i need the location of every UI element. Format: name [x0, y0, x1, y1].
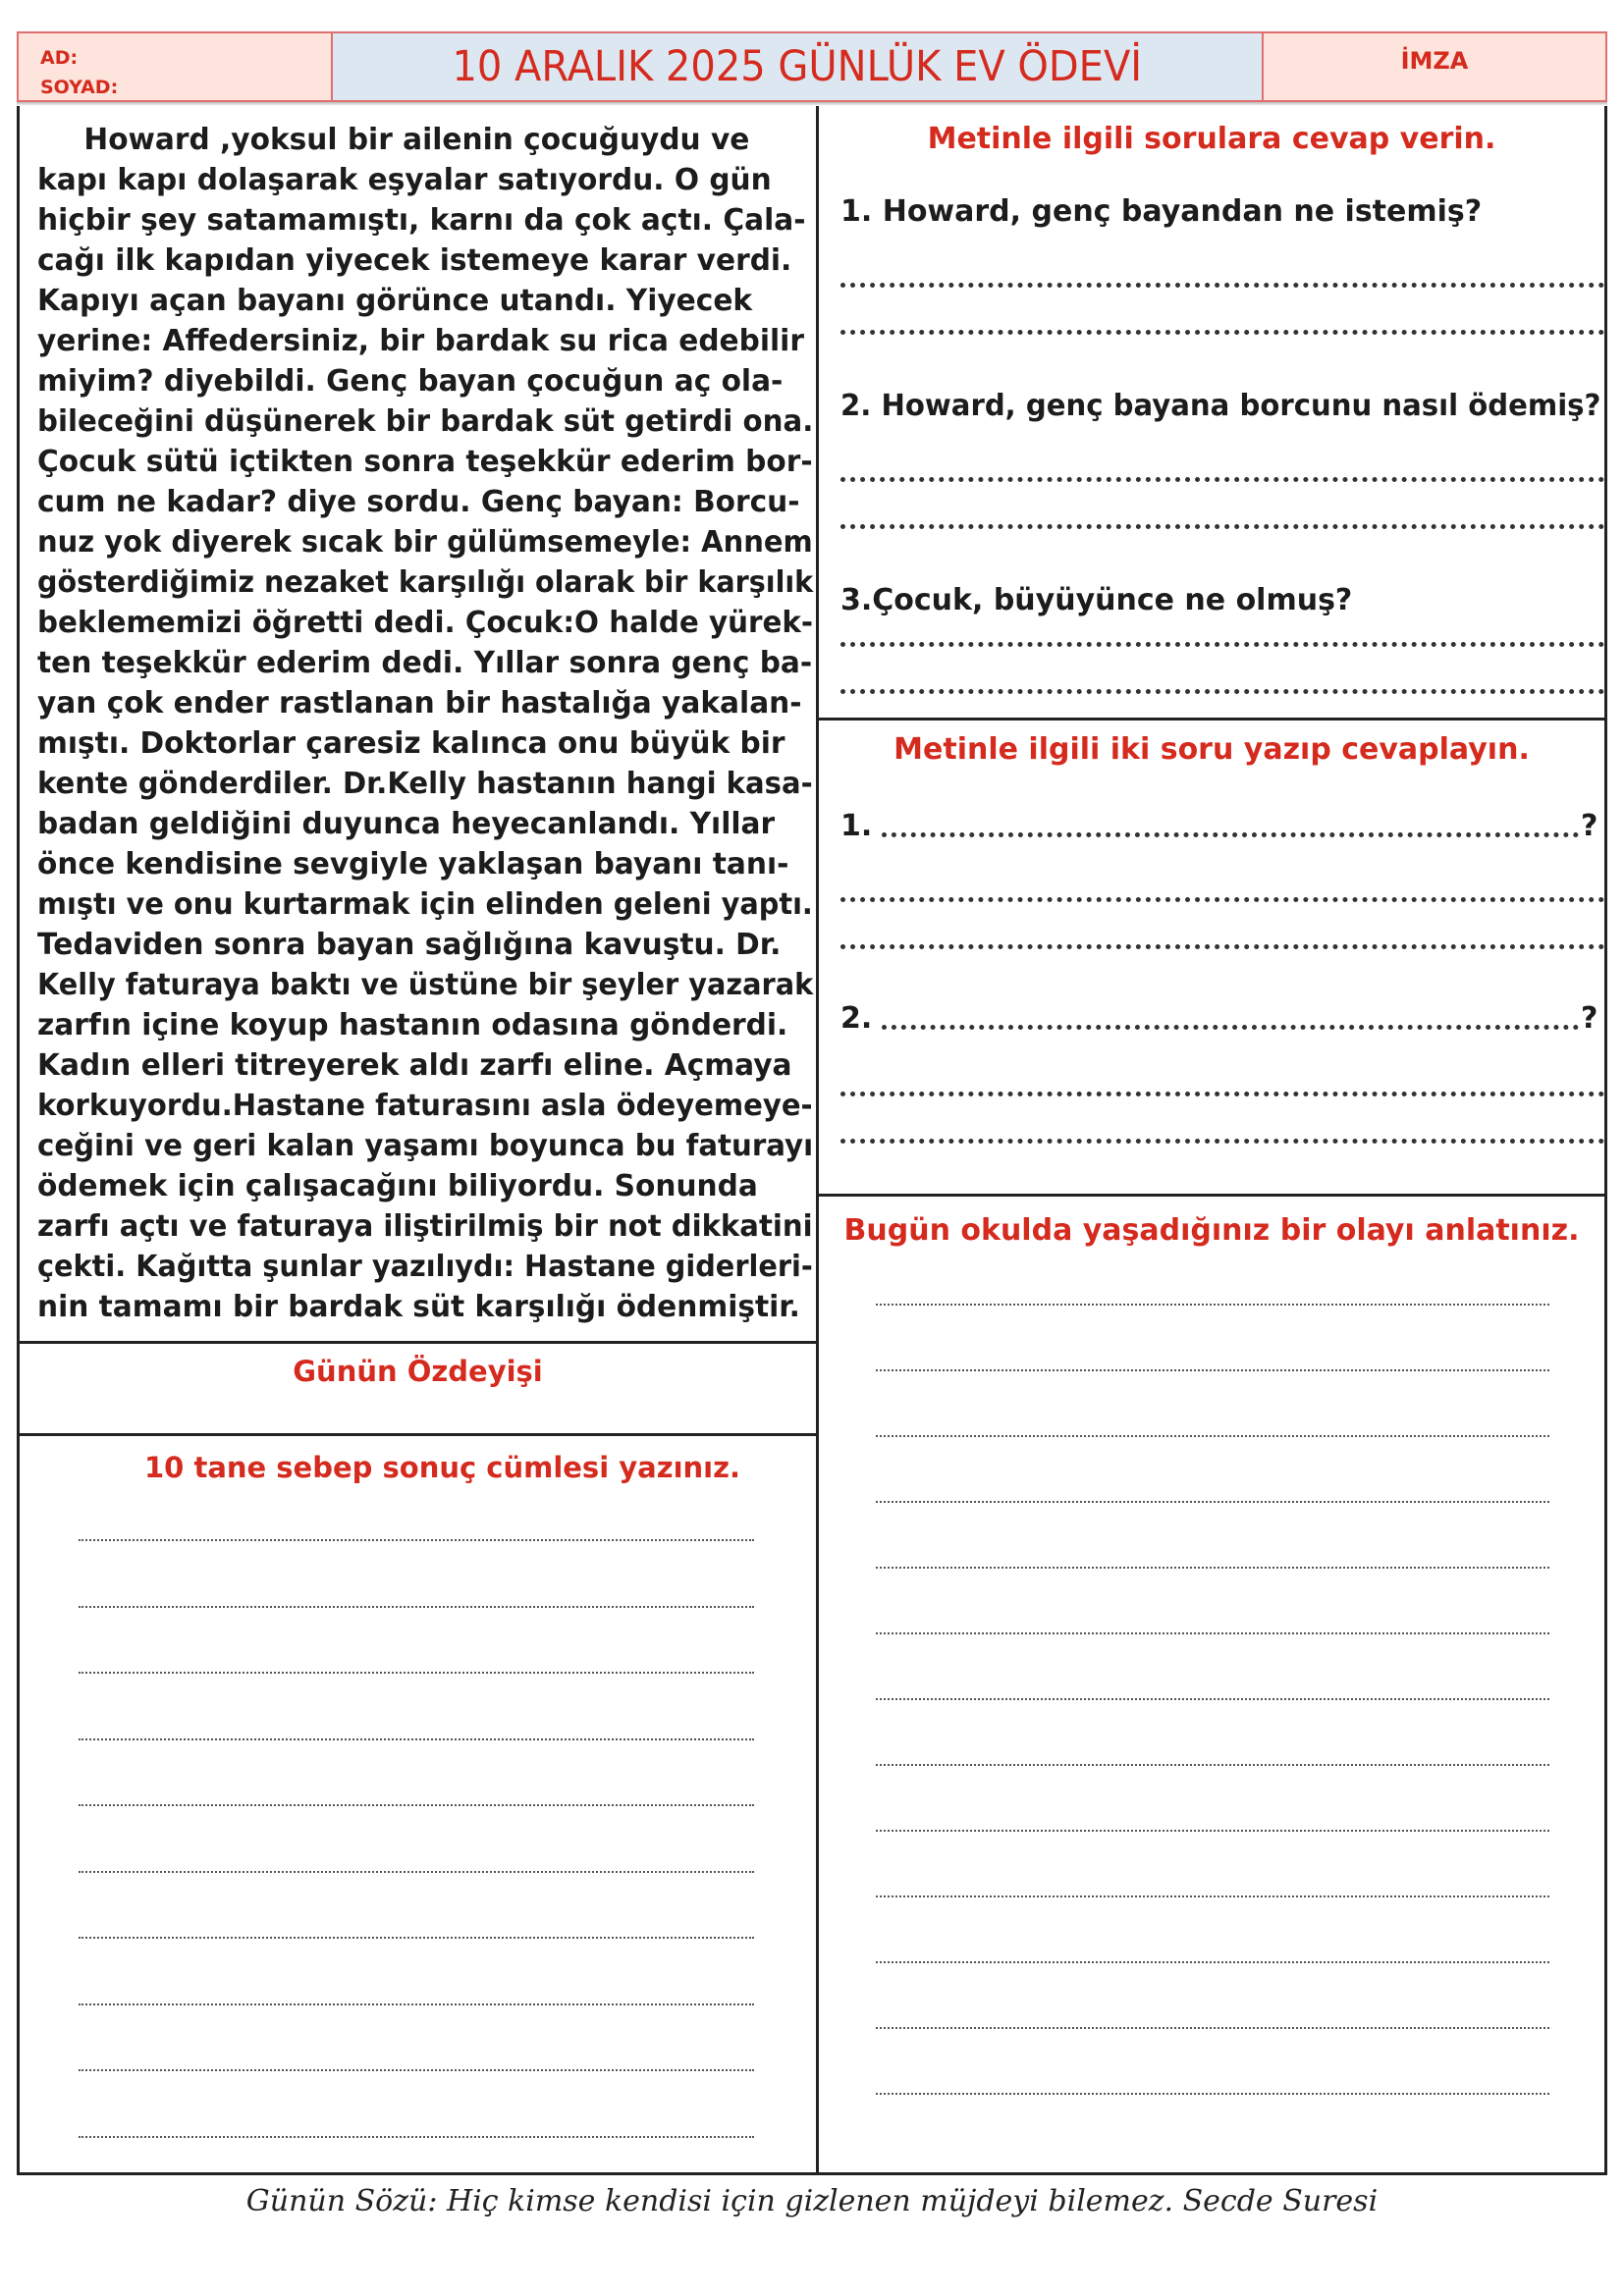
own-question-1-mark: ?	[1581, 809, 1598, 843]
event-line[interactable]	[876, 1698, 1549, 1700]
answer-2-line-2[interactable]	[840, 524, 1604, 529]
sebep-sonuc-line[interactable]	[79, 2069, 754, 2071]
sebep-sonuc-line[interactable]	[79, 1672, 754, 1674]
own-questions-title: Metinle ilgili iki soru yazıp cevaplayın.	[893, 732, 1530, 767]
ozdeyis-title: Günün Özdeyişi	[293, 1355, 543, 1388]
story-line: Çocuk sütü içtikten sonra teşekkür ederim bor-	[37, 445, 813, 479]
story-line: ödemek için çalışacağını biliyordu. Sonunda	[37, 1169, 758, 1203]
signature-box[interactable]	[1264, 31, 1607, 102]
story-line: zarfın içine koyup hastanın odasına gönderdi.	[37, 1008, 788, 1042]
story-line: ten teşekkür ederim dedi. Yıllar sonra genç ba-	[37, 646, 813, 680]
story-line: zarfı açtı ve faturaya iliştirilmiş bir not dikkatini	[37, 1209, 813, 1244]
header-shadow	[17, 102, 1607, 106]
story-line: Tedaviden sonra bayan sağlığına kavuştu. Dr.	[37, 928, 782, 962]
story-line: ceğini ve geri kalan yaşamı boyunca bu faturayı	[37, 1129, 814, 1163]
answer-3-line-1[interactable]	[840, 642, 1604, 647]
sebep-sonuc-line[interactable]	[79, 1539, 754, 1541]
story-line: önce kendisine sevgiyle yaklaşan bayanı tanı-	[37, 847, 789, 881]
story-line: bileceğini düşünerek bir bardak süt getirdi ona.	[37, 404, 814, 439]
question-3: 3.Çocuk, büyüyünce ne olmuş?	[840, 583, 1353, 617]
own-question-2-number: 2.	[840, 1001, 873, 1036]
event-line[interactable]	[876, 1501, 1549, 1503]
sebep-sonuc-line[interactable]	[79, 1738, 754, 1740]
imza-label: İMZA	[1400, 47, 1469, 75]
divider-story	[17, 1341, 819, 1344]
sebep-sonuc-line[interactable]	[79, 1871, 754, 1873]
answer-1-line-1[interactable]	[840, 283, 1604, 288]
sebep-sonuc-line[interactable]	[79, 1606, 754, 1608]
event-line[interactable]	[876, 1764, 1549, 1766]
story-line: cum ne kadar? diye sordu. Genç bayan: Borcu-	[37, 485, 800, 519]
own-answer-1-line-2[interactable]	[840, 944, 1604, 949]
event-line[interactable]	[876, 2027, 1549, 2029]
event-line[interactable]	[876, 1369, 1549, 1371]
own-answer-2-line-1[interactable]	[840, 1092, 1604, 1096]
soyad-label: SOYAD:	[40, 77, 119, 96]
sebep-sonuc-title: 10 tane sebep sonuç cümlesi yazınız.	[144, 1451, 741, 1484]
story-line: çekti. Kağıtta şunlar yazılıydı: Hastane giderleri-	[37, 1250, 813, 1284]
own-question-2-line[interactable]	[882, 1025, 1579, 1030]
sebep-sonuc-line[interactable]	[79, 2136, 754, 2138]
story-line: nin tamamı bir bardak süt karşılığı ödenmiştir.	[37, 1290, 800, 1324]
answer-3-line-2[interactable]	[840, 689, 1604, 694]
sebep-sonuc-line[interactable]	[79, 1937, 754, 1939]
story-line: hiçbir şey satamamıştı, karnı da çok açtı. Çala-	[37, 203, 806, 238]
footer-quote: Günün Sözü: Hiç kimse kendisi için gizlenen müjdeyi bilemez. Secde Suresi	[245, 2184, 1379, 2218]
event-line[interactable]	[876, 1304, 1549, 1306]
title-box	[333, 31, 1264, 102]
divider-own-questions	[816, 1194, 1607, 1197]
page-title: 10 ARALIK 2025 GÜNLÜK EV ÖDEVİ	[452, 42, 1143, 91]
story-line: yan çok ender rastlanan bir hastalığa yakalan-	[37, 686, 802, 721]
story-line: cağı ilk kapıdan yiyecek istemeye karar verdi.	[37, 243, 792, 278]
own-answer-2-line-2[interactable]	[840, 1139, 1604, 1144]
frame-right	[1604, 106, 1607, 2175]
question-1: 1. Howard, genç bayandan ne istemiş?	[840, 194, 1483, 229]
ad-label: AD:	[40, 47, 79, 69]
event-line[interactable]	[876, 2093, 1549, 2095]
sebep-sonuc-line[interactable]	[79, 2003, 754, 2005]
answer-1-line-2[interactable]	[840, 330, 1604, 335]
story-line: Howard ,yoksul bir ailenin çocuğuydu ve	[83, 123, 750, 157]
own-question-2-mark: ?	[1581, 1001, 1598, 1036]
divider-ozdeyis	[17, 1433, 819, 1436]
event-title: Bugün okulda yaşadığınız bir olayı anlatınız.	[843, 1213, 1580, 1248]
questions-title: Metinle ilgili sorulara cevap verin.	[927, 122, 1496, 156]
divider-questions	[816, 718, 1607, 721]
event-line[interactable]	[876, 1567, 1549, 1569]
story-line: badan geldiğini duyunca heyecanlandı. Yıllar	[37, 807, 776, 841]
story-line: korkuyordu.Hastane faturasını asla ödeyemeye-	[37, 1089, 813, 1123]
sebep-sonuc-line[interactable]	[79, 1804, 754, 1806]
event-line[interactable]	[876, 1896, 1549, 1897]
story-line: nuz yok diyerek sıcak bir gülümsemeyle: Annem	[37, 525, 813, 560]
answer-2-line-1[interactable]	[840, 477, 1604, 482]
story-text	[37, 120, 823, 1327]
event-line[interactable]	[876, 1830, 1549, 1832]
frame-bottom	[17, 2172, 1607, 2175]
event-line[interactable]	[876, 1435, 1549, 1437]
story-line: Kadın elleri titreyerek aldı zarfı eline. Açmaya	[37, 1048, 792, 1083]
own-question-1-number: 1.	[840, 809, 873, 843]
story-line: yerine: Affedersiniz, bir bardak su rica edebilir	[37, 324, 804, 358]
event-line[interactable]	[876, 1961, 1549, 1963]
story-line: kapı kapı dolaşarak eşyalar satıyordu. O gün	[37, 163, 772, 197]
own-answer-1-line-1[interactable]	[840, 897, 1604, 902]
story-line: mıştı ve onu kurtarmak için elinden geleni yaptı.	[37, 887, 813, 922]
story-line: gösterdiğimiz nezaket karşılığı olarak bir karşılık	[37, 565, 814, 600]
frame-left	[17, 106, 20, 2175]
name-box[interactable]	[17, 31, 333, 102]
story-line: Kelly faturaya baktı ve üstüne bir şeyler yazarak	[37, 968, 814, 1002]
question-2: 2. Howard, genç bayana borcunu nasıl ödemiş?	[840, 389, 1601, 423]
story-line: beklememizi öğretti dedi. Çocuk:O halde yürek-	[37, 606, 814, 640]
event-line[interactable]	[876, 1632, 1549, 1634]
story-line: mıştı. Doktorlar çaresiz kalınca onu büyük bir	[37, 726, 785, 761]
own-question-1-line[interactable]	[882, 832, 1579, 837]
story-line: kente gönderdiler. Dr.Kelly hastanın hangi kasa-	[37, 767, 813, 801]
story-line: miyim? diyebildi. Genç bayan çocuğun aç ola-	[37, 364, 784, 399]
story-line: Kapıyı açan bayanı görünce utandı. Yiyecek	[37, 284, 753, 318]
